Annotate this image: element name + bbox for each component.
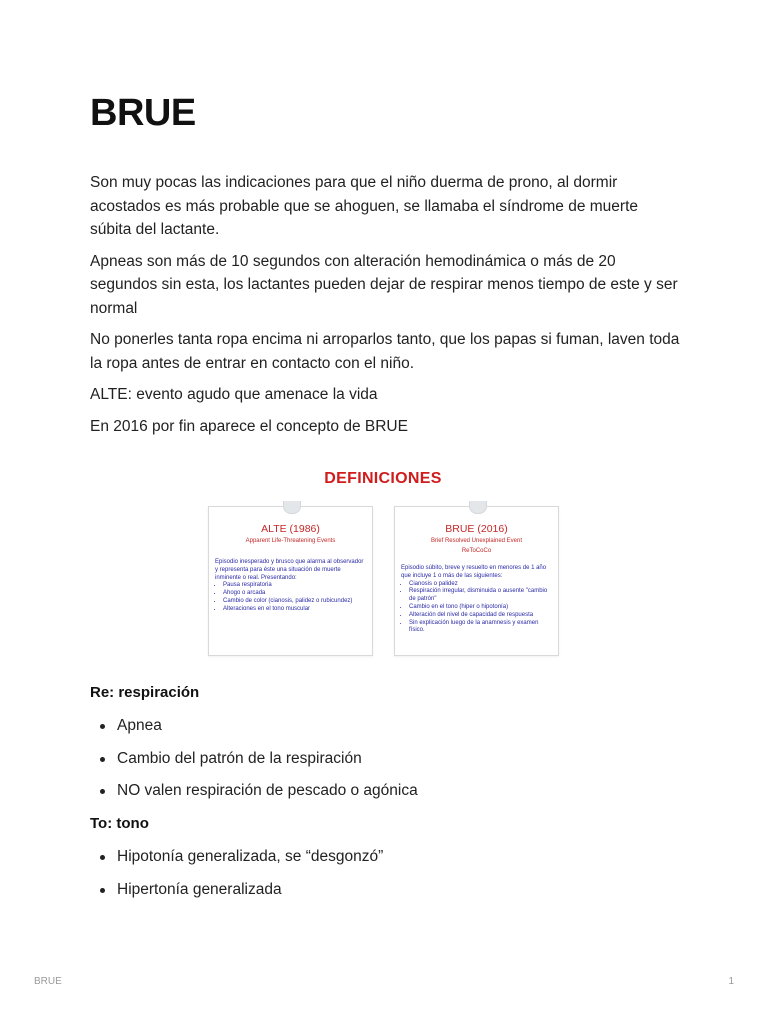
alte-item: • Ahogo o arcada — [223, 590, 366, 598]
respiracion-list — [90, 715, 418, 813]
alte-title: ALTE (1986) — [261, 523, 320, 535]
bullet-icon — [100, 757, 105, 762]
paragraph: Son muy pocas las indicaciones para que el niño duerma de prono, al dormir acostados es más probable que se ahoguen, se llamaba el síndrome de muerte súbita del lactante. — [90, 174, 639, 238]
brue-item: • Respiración irregular, disminuida o ausente "cambio de patrón" — [409, 588, 552, 604]
paragraph: Apneas son más de 10 segundos con alteración hemodinámica o más de 20 segundos sin esta, los lactantes pueden dejar de respirar menos tiempo de este y ser normal — [90, 252, 678, 317]
bullet-icon — [100, 855, 105, 860]
alte-intro: Episodio inesperado y brusco que alarma al observador y representa para éste una situación de muerte inminente o real. Presentando: — [215, 559, 364, 581]
brue-item: • Cambio en el tono (hiper o hipotonía) — [409, 604, 552, 612]
brue-subtitle: Brief Resolved Unexplained Event — [430, 538, 523, 544]
paragraph: En 2016 por fin aparece el concepto de BRUE — [90, 417, 408, 435]
list-item-text: Cambio del patrón de la respiración — [117, 749, 362, 767]
pin-icon — [469, 501, 487, 514]
brue-body — [401, 565, 552, 635]
body-text — [90, 171, 682, 446]
list-item — [90, 879, 383, 901]
figure-title: DEFINICIONES — [324, 470, 442, 487]
brue-list — [401, 581, 552, 636]
alte-item: • Cambio de color (cianosis, palidez o rubicundez) — [223, 598, 366, 606]
alte-list — [215, 582, 366, 613]
brue-title: BRUE (2016) — [445, 523, 508, 535]
footer-label: BRUE — [34, 976, 62, 987]
list-item — [90, 780, 418, 802]
list-item-text: Hipertonía generalizada — [117, 880, 282, 898]
section-heading-respiracion: Re: respiración — [90, 684, 200, 701]
list-item-text: Apnea — [117, 717, 162, 734]
brue-intro: Episodio súbito, breve y resuelto en menores de 1 año que incluye 1 o más de las siguientes: — [401, 565, 547, 579]
bullet-icon — [100, 789, 105, 794]
list-item — [90, 846, 383, 868]
pin-icon — [283, 501, 301, 514]
tono-list — [90, 846, 383, 911]
brue-subtitle-acronym: ReToCoCo — [461, 548, 492, 554]
document-title: BRUE — [90, 92, 196, 134]
list-item — [90, 715, 418, 737]
section-heading-tono: To: tono — [90, 815, 149, 832]
brue-item: • Alteración del nivel de capacidad de respuesta — [409, 612, 552, 620]
alte-item: • Pausa respiratoria — [223, 582, 366, 590]
brue-item: • Cianosis o palidez — [409, 581, 552, 589]
brue-card — [394, 506, 559, 656]
alte-subtitle: Apparent Life-Threatening Events — [245, 538, 336, 544]
bullet-icon — [100, 888, 105, 893]
bullet-icon — [100, 724, 105, 729]
paragraph: ALTE: evento agudo que amenace la vida — [90, 386, 378, 403]
brue-item: • Sin explicación luego de la anamnesis y examen físico. — [409, 620, 552, 636]
list-item — [90, 748, 418, 770]
alte-body — [215, 559, 366, 614]
list-item-text: Hipotonía generalizada, se “desgonzó” — [117, 848, 384, 865]
list-item-text: NO valen respiración de pescado o agónica — [117, 782, 418, 799]
alte-item: • Alteraciones en el tono muscular — [223, 606, 366, 614]
paragraph: No ponerles tanta ropa encima ni arroparlos tanto, que los papas si fuman, laven toda la ropa antes de entrar en contacto con el niño. — [90, 331, 680, 372]
page-number: 1 — [728, 976, 734, 987]
alte-card — [208, 506, 373, 656]
definitions-figure — [206, 462, 560, 662]
